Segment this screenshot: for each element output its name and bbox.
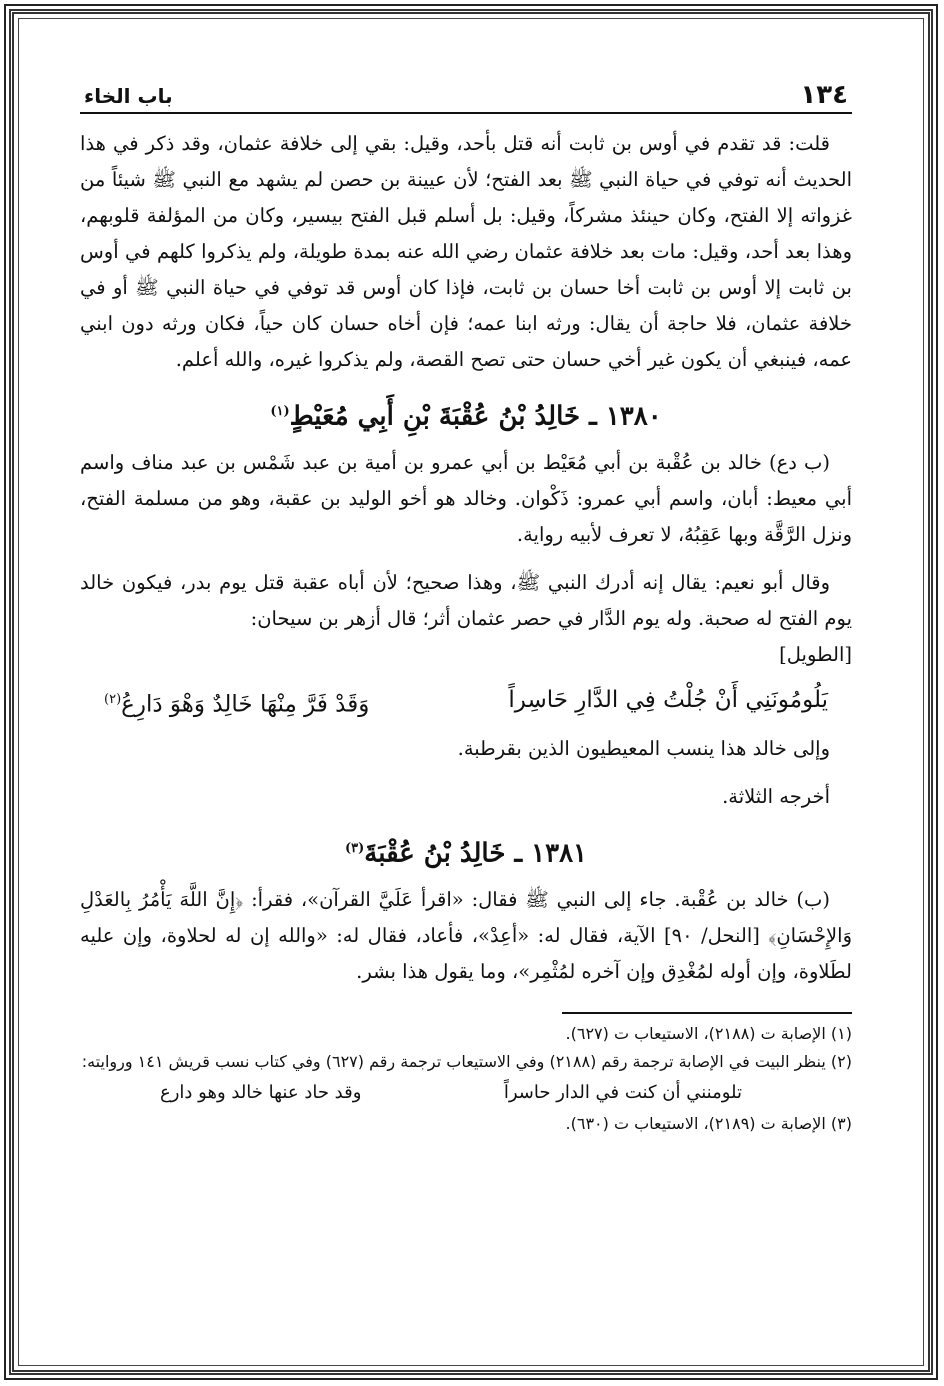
- entry-1380-paragraph-3: وإلى خالد هذا ينسب المعيطيون الذين بقرطبة.: [457, 737, 830, 761]
- poem-first-hemistich: يَلُومُونَنِي أَنْ جُلْتُ فِي الدَّارِ حَاسِراً: [508, 686, 828, 713]
- entry-1380-paragraph-4: أخرجه الثلاثة.: [722, 785, 830, 809]
- entry-1381-footnote-ref: (٣): [344, 841, 365, 857]
- entry-1380-paragraph-2: وقال أبو نعيم: يقال إنه أدرك النبي ﷺ، وهذا صحيح؛ لأن أباه عقبة قتل يوم بدر، فيكون خالد يوم الفتح له صحبة. وله يوم الدَّار في حصر عثمان أثر؛ قال أزهر بن سيحان:: [80, 570, 852, 630]
- spacer: [80, 767, 852, 779]
- entry-1380-heading: ١٣٨٠ ـ خَالِدُ بْنُ عُقْبَةَ بْنِ أَبِي مُعَيْطٍ: [289, 401, 662, 432]
- book-page: [80, 80, 852, 1310]
- spacer: [80, 553, 852, 565]
- intro-paragraph: قلت: قد تقدم في أوس بن ثابت أنه قتل بأحد، وقيل: بقي إلى خلافة عثمان، وقد ذكر في هذا الحديث أنه توفي في حياة النبي ﷺ بعد الفتح؛ لأن عيينة بن حصن لم يشهد مع النبي ﷺ شيئاً من غزواته إلا الفتح، وكان حينئذ مشركاً، وقيل: بل أسلم قبل الفتح بيسير، وكان من المؤلفة قلوبهم، وهذا بعد أحد، وقيل: مات بعد خلافة عثمان رضي الله عنه بمدة طويلة، ولم يذكروا كلهم في أوس بن ثابت إلا أوس بن ثابت أخا حسان بن ثابت، فإذا كان أوس قد توفي في حياة النبي ﷺ أو في خلافة عثمان، فلا حاجة أن يقال: ورثه ابنا عمه؛ فإن أخاه حسان كان حياً، فكان ورثه دون ابني عمه، فينبغي أن يكون غير أخي حسان حتى تصح القصة، ولم يذكروا غيره، والله أعلم.: [80, 132, 852, 371]
- poem-meter: [الطويل]: [779, 642, 852, 666]
- poem-footnote-ref: (٢): [104, 691, 122, 707]
- poem-second-hemistich: وَقَدْ فَرَّ مِنْهَا خَالِدٌ وَهْوَ دَارِعُ: [121, 691, 370, 718]
- entry-1381-paragraph-1: (ب) خالد بن عُقْبة. جاء إلى النبي ﷺ فقال: «اقرأ عَلَيَّ القرآن»، فقرأ: ﴿إِنَّ اللَّهَ يَأْمُرُ بِالعَدْلِ وَالإِحْسَانِ﴾ [النحل/ ٩٠] الآية، فقال له: «أعِدْ»، فأعاد، فقال له: «والله إن له لحلاوة، وإن عليه لطَلاوة، وإن أوله لمُغْدِق وإن آخره لمُثْمِر»، وما يقول هذا بشر.: [80, 887, 852, 983]
- footnote-2-first-hemistich: تلومنني أن كنت في الدار حاسراً: [503, 1081, 742, 1103]
- footnote-2-verse: [80, 1076, 852, 1110]
- footnote-1: (١) الإصابة ت (٢١٨٨)، الاستيعاب ت (٦٢٧).: [565, 1023, 852, 1043]
- footnote-2-second-hemistich: وقد حاد عنها خالد وهو دارع: [160, 1081, 362, 1103]
- entry-1381-heading: ١٣٨١ ـ خَالِدُ بْنُ عُقْبَةَ: [364, 838, 588, 869]
- footnote-3: (٣) الإصابة ت (٢١٨٩)، الاستيعاب ت (٦٣٠).: [565, 1113, 852, 1133]
- entry-1381-title: [80, 823, 852, 880]
- poem-verse: [80, 673, 852, 732]
- poem-second-hemistich-wrap: [104, 677, 369, 728]
- page-number: ١٣٤: [800, 80, 848, 110]
- chapter-title: باب الخاء: [84, 84, 173, 108]
- footnote-separator: [562, 1012, 852, 1014]
- footnote-2: (٢) ينظر البيت في الإصابة ترجمة رقم (٢١٨٨) وفي الاستيعاب ترجمة رقم (٦٢٧) وفي كتاب نسب قريش ١٤١ وروايته:: [81, 1051, 852, 1071]
- entry-1380-title: [80, 386, 852, 443]
- entry-1380-paragraph-1: (ب دع) خالد بن عُقْبة بن أبي مُعَيْط بن أبي عمرو بن أمية بن عبد شَمْس بن عبد مناف واسم أبي معيط: أبان، واسم أبي عمرو: ذَكْوان. وخالد هو أخو الوليد بن عقبة، وهو من مسلمة الفتح، ونزل الرَّقَّة وبها عَقِبُهُ، لا تعرف لأبيه رواية.: [80, 450, 852, 546]
- entry-1380-footnote-ref: (١): [270, 404, 290, 419]
- running-header: [80, 80, 852, 114]
- main-text: [80, 126, 852, 1138]
